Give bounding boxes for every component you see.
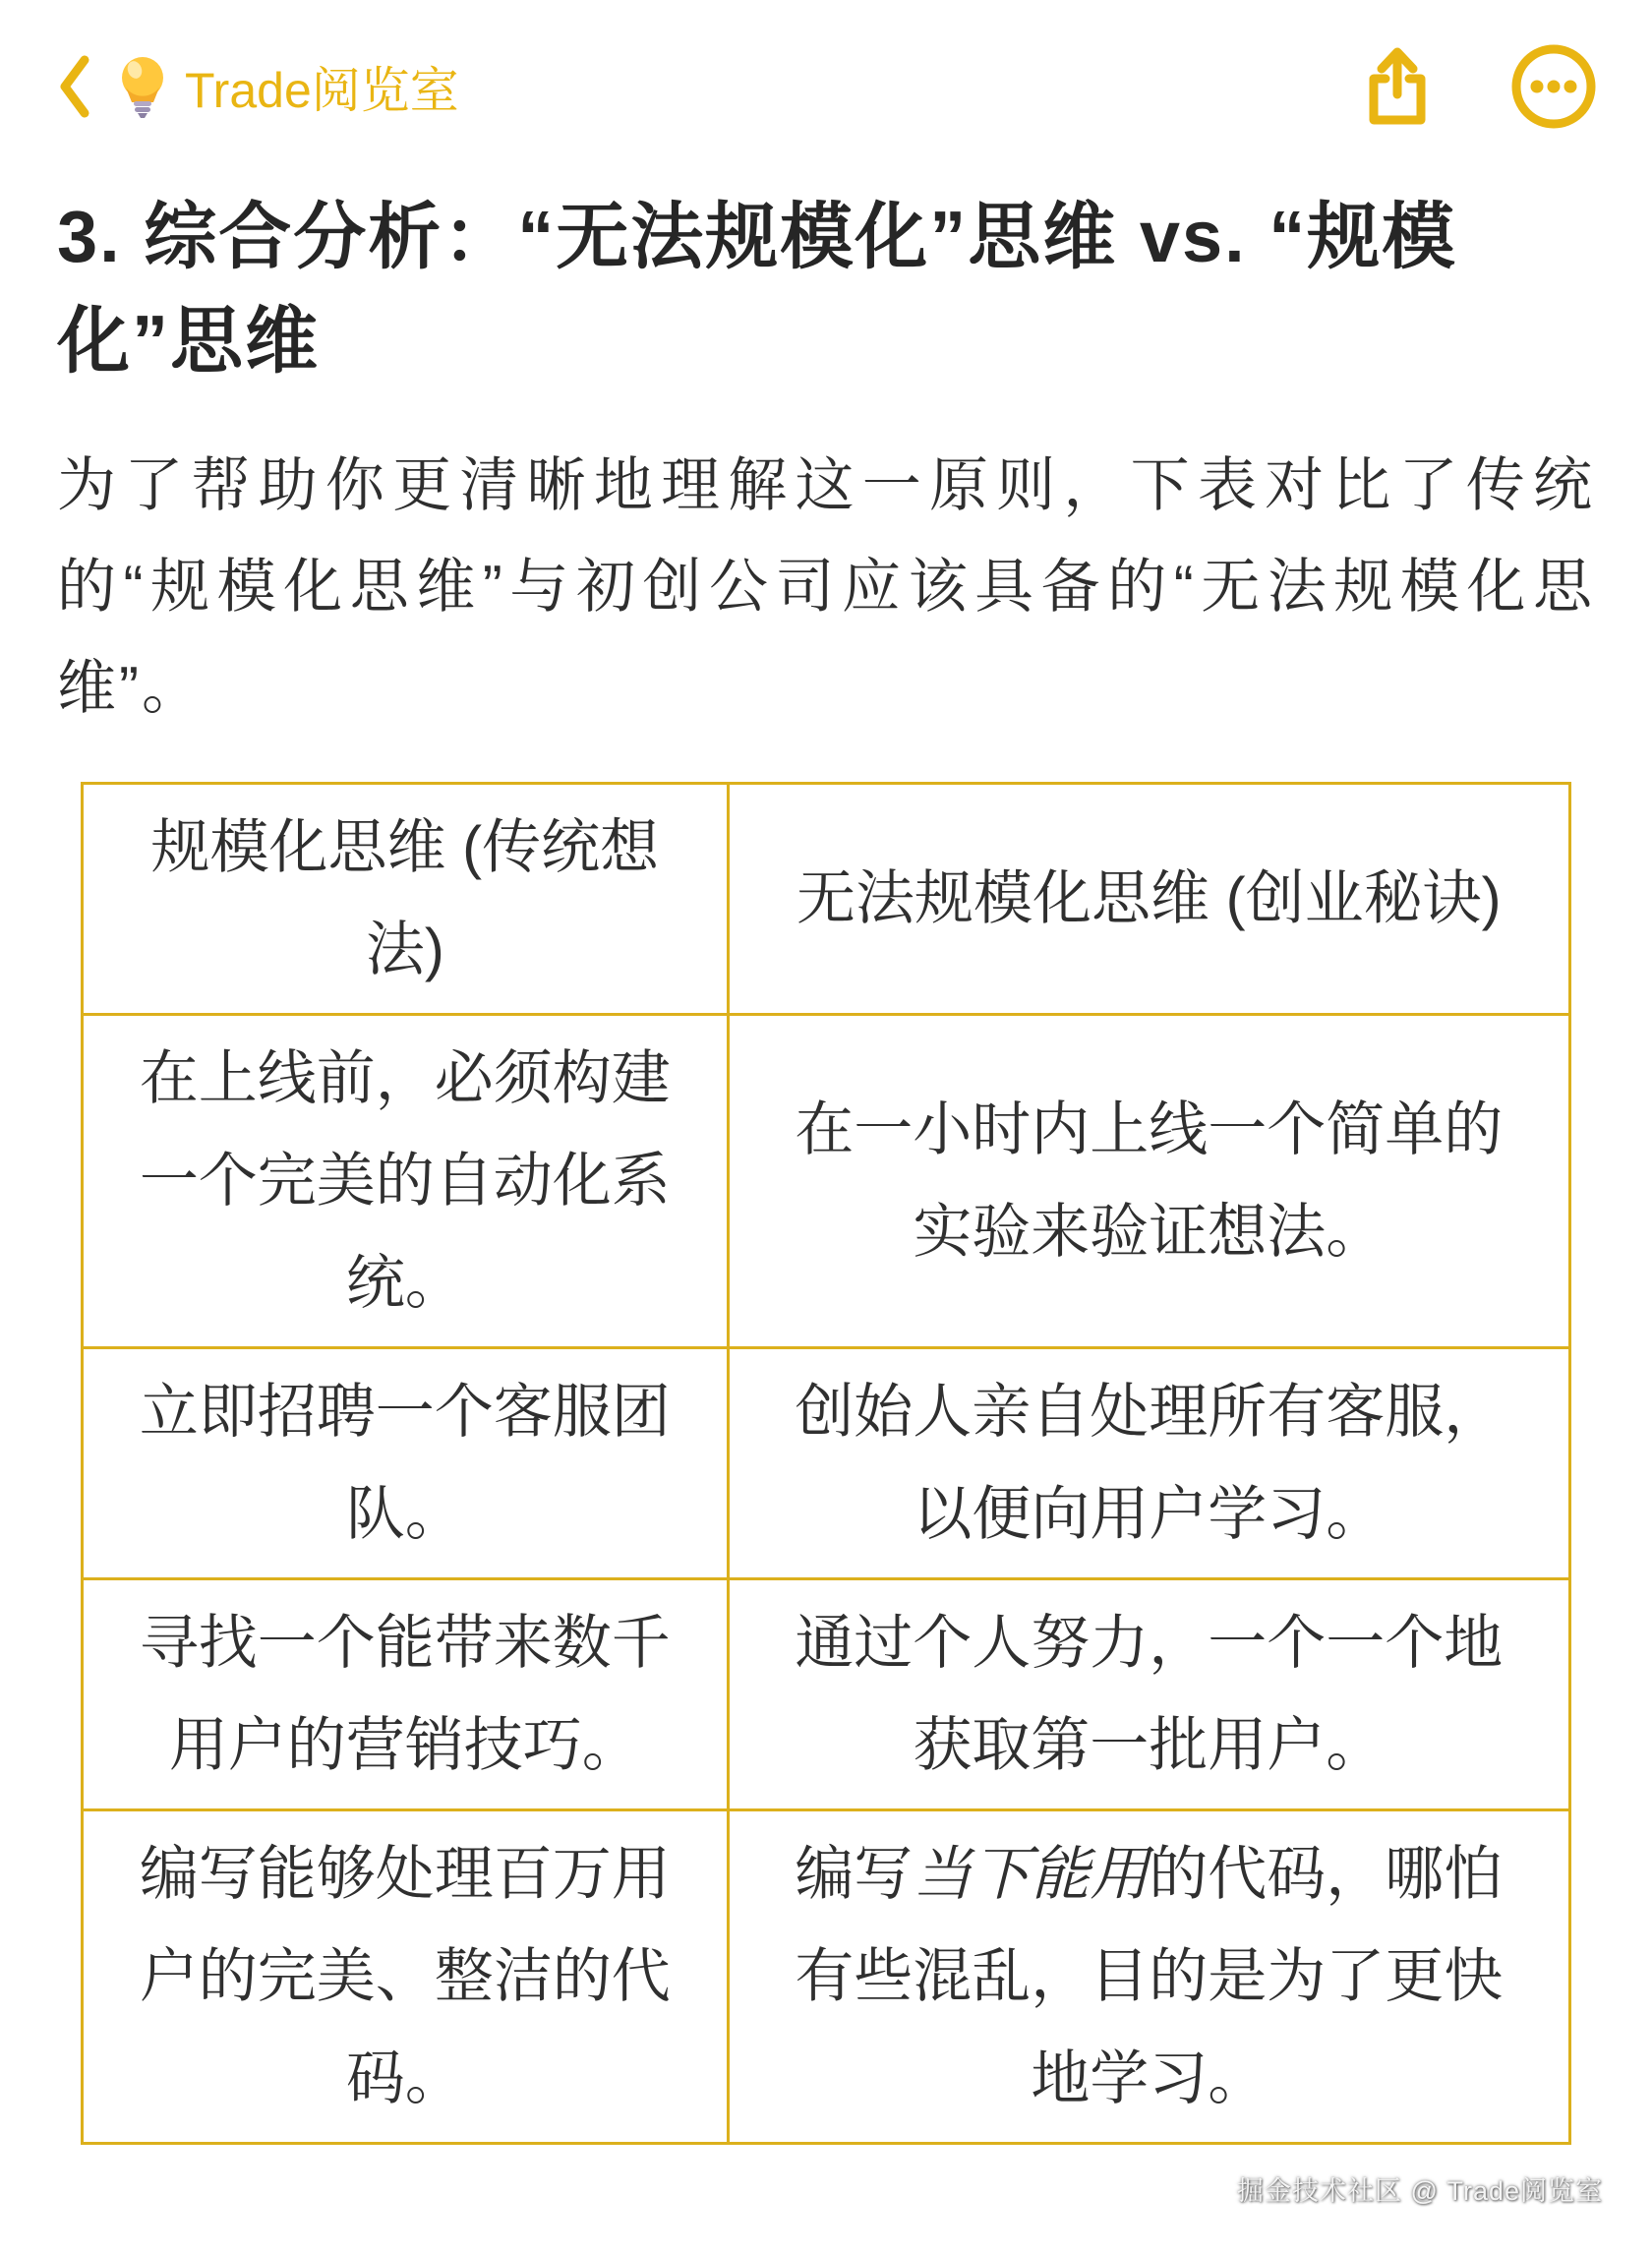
table-cell: 通过个人努力，一个一个地获取第一批用户。 bbox=[728, 1579, 1569, 1810]
reader-page bbox=[0, 49, 1652, 2206]
article-intro: 为了帮助你更清晰地理解这一原则，下表对比了传统的“规模化思维”与初创公司应该具备的“无法规模化思维”。 bbox=[57, 452, 1595, 721]
nav-bar bbox=[0, 49, 1652, 124]
table-cell: 创始人亲自处理所有客服，以便向用户学习。 bbox=[728, 1348, 1569, 1579]
table-row bbox=[83, 1015, 1570, 1348]
table-row bbox=[83, 1348, 1570, 1579]
cell-text-italic: 当下能用 bbox=[913, 1841, 1150, 1907]
comparison-table bbox=[81, 782, 1571, 2145]
table-cell: 在一小时内上线一个简单的实验来验证想法。 bbox=[728, 1015, 1569, 1348]
table-cell: 寻找一个能带来数千用户的营销技巧。 bbox=[83, 1579, 729, 1810]
table-header-row bbox=[83, 784, 1570, 1015]
ellipsis-circle-icon bbox=[1510, 43, 1597, 130]
table-cell: 编写能够处理百万用户的完美、整洁的代码。 bbox=[83, 1810, 729, 2144]
table-header-cell-unscalable: 无法规模化思维 (创业秘诀) bbox=[728, 784, 1569, 1015]
cell-text: 的代码，哪怕有些混乱，目的是为了更快地学习。 bbox=[795, 1841, 1504, 2111]
share-icon bbox=[1362, 45, 1433, 128]
chevron-left-icon bbox=[57, 54, 92, 119]
table-cell: 在上线前，必须构建一个完美的自动化系统。 bbox=[83, 1015, 729, 1348]
cell-text: 编写 bbox=[795, 1841, 914, 1907]
watermark: 掘金技术社区 @ Trade阅览室 bbox=[1237, 2176, 1603, 2206]
channel-title: Trade阅览室 bbox=[185, 63, 459, 118]
table-cell: 立即招聘一个客服团队。 bbox=[83, 1348, 729, 1579]
article-heading: 3. 综合分析：“无法规模化”思维 vs. “规模化”思维 bbox=[57, 196, 1457, 382]
table-row bbox=[83, 1810, 1570, 2144]
more-options-button[interactable] bbox=[1510, 43, 1597, 130]
table-row bbox=[83, 1579, 1570, 1810]
table-cell bbox=[728, 1810, 1569, 2144]
article-body bbox=[0, 185, 1652, 2145]
lightbulb-icon bbox=[112, 52, 173, 121]
back-button[interactable] bbox=[55, 52, 94, 121]
table-header-cell-scalable: 规模化思维 (传统想法) bbox=[83, 784, 729, 1015]
share-button[interactable] bbox=[1361, 44, 1434, 129]
